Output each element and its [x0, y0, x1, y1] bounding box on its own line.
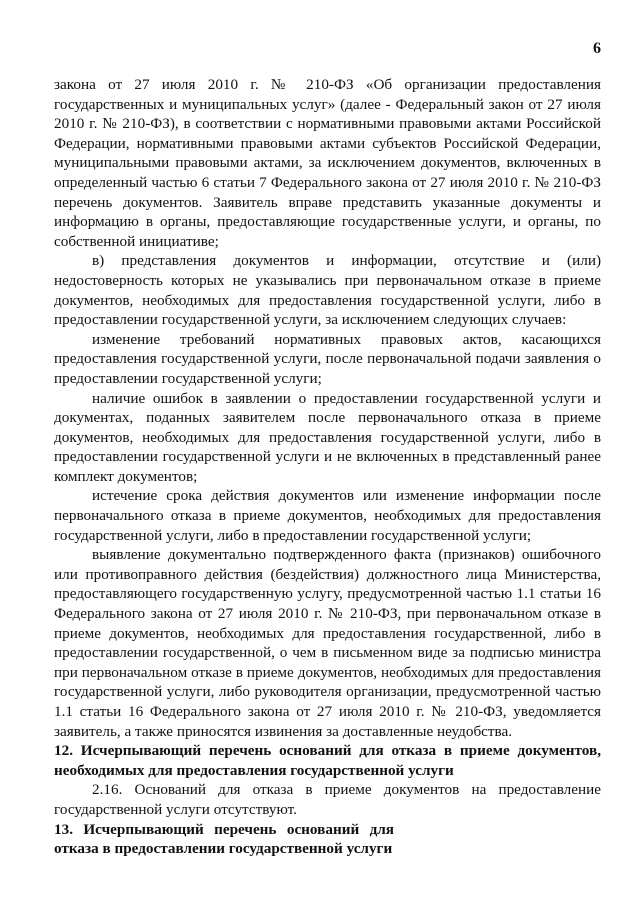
paragraph-official-error: выявление документально подтвержденного факта (признаков) ошибочного или противоправного действия (бездействия) должностного лица Министерства, предоставляющего государственную услугу, предусмотренной частью 1.1 статьи 16 Федерального закона от 27 июля 2010 г. № 210-ФЗ, при первоначальном отказе в приеме документов, необходимых для предоставления государственной, либо в предоставлении государственной, о чем в письменном виде за подписью министра при первоначальном отказе в приеме документов, необходимых для предоставления государственной услуги, либо руководителя организации, предусмотренной частью 1.1 статьи 16 Федерального закона от 27 июля 2010 г. № 210-ФЗ, уведомляется заявитель, а также приносятся извинения за доставленные неудобства.	[54, 546, 601, 740]
document-body	[54, 75, 601, 859]
paragraph-requirements-change: изменение требований нормативных правовых актов, касающихся предоставления государственной услуги, после первоначальной подачи заявления о предоставлении государственной услуги;	[54, 330, 601, 387]
paragraph-continuation: закона от 27 июля 2010 г. № 210-ФЗ «Об организации предоставления государственных и муниципальных услуг» (далее - Федеральный закон от 27 июля 2010 г. № 210-ФЗ), в соответствии с нормативными правовыми актами Российской Федерации, нормативными правовыми актами субъектов Российской Федерации, муниципальными правовыми актами, за исключением документов, включенных в определенный частью 6 статьи 7 Федерального закона от 27 июля 2010 г. № 210-ФЗ перечень документов. Заявитель вправе представить указанные документы и информацию в органы, предоставляющие государственные услуги, и органы, по собственной инициативе;	[54, 76, 601, 250]
section-13-heading: 13. Исчерпывающий перечень оснований для отказа в предоставлении государственной услуги	[54, 820, 394, 858]
page-number: 6	[593, 40, 601, 57]
section-12-heading: 12. Исчерпывающий перечень оснований для отказа в приеме документов, необходимых для предоставления государственной услуги	[54, 742, 601, 779]
paragraph-item-v: в) представления документов и информации, отсутствие и (или) недостоверность которых не указывались при первоначальном отказе в приеме документов, необходимых для предоставления государственной услуги, либо в предоставлении государственной услуги, за исключением следующих случаев:	[54, 252, 601, 329]
paragraph-documents-expiry: истечение срока действия документов или изменение информации после первоначального отказа в приеме документов, необходимых для предоставления государственной услуги, либо в предоставлении государственной услуги;	[54, 487, 601, 544]
paragraph-2-16: 2.16. Оснований для отказа в приеме документов на предоставление государственной услуги отсутствуют.	[54, 781, 601, 818]
paragraph-application-errors: наличие ошибок в заявлении о предоставлении государственной услуги и документах, поданных заявителем после первоначального отказа в приеме документов, необходимых для предоставления государственной услуги, либо в предоставлении государственной услуги и не включенных в представленный ранее комплект документов;	[54, 389, 601, 485]
